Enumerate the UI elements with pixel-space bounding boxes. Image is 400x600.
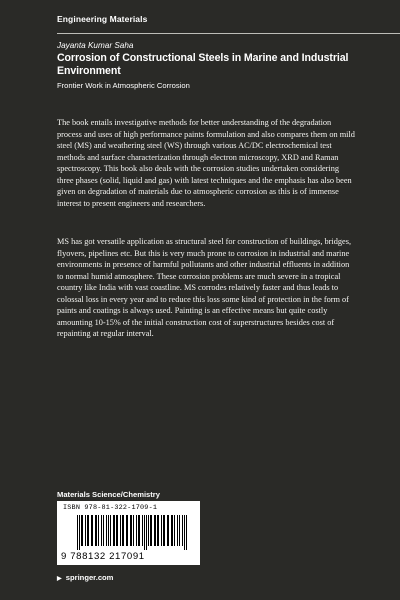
barcode-bar: [184, 515, 185, 550]
barcode-bar: [122, 515, 124, 546]
barcode-bar: [142, 515, 143, 546]
barcode-bar: [77, 515, 78, 550]
publisher-website-label: springer.com: [65, 573, 114, 582]
barcode-bar: [95, 515, 97, 546]
description-paragraph: The book entails investigative methods for better understanding of the degradation process and uses of high performance paints formulation and also compares them on mild steel (MS) and weathering steel (WS) through various AC/DC electrochemical test methods and surface characterization through electron microscopy, XRD and Raman spectroscopy. This book also deals with the corrosion studies undertaken considering three phases (solid, liquid and gas) with latest techniques and the emphasis has also been given on degradation of materials due to atmospheric corrosion as this is of immense interest to present engineers and researchers.: [57, 118, 355, 208]
barcode-image: [77, 515, 187, 550]
barcode-bar: [186, 515, 187, 550]
barcode-bar: [108, 515, 109, 546]
barcode-bar: [182, 515, 183, 546]
barcode-bar: [161, 515, 162, 546]
barcode-bar: [120, 515, 121, 546]
author-name: Jayanta Kumar Saha: [57, 41, 134, 50]
barcode-bar: [171, 515, 173, 546]
barcode-bar: [101, 515, 102, 546]
isbn-label: ISBN 978-81-322-1709-1: [63, 504, 158, 512]
barcode-bar: [177, 515, 178, 546]
barcode-bar: [81, 515, 83, 546]
arrow-right-icon: ▶: [57, 576, 62, 582]
barcode-bar: [106, 515, 107, 546]
barcode-bar: [85, 515, 86, 546]
barcode-bar: [103, 515, 104, 546]
barcode-bar: [157, 515, 159, 546]
barcode-bar: [167, 515, 169, 546]
barcode-bar: [79, 515, 80, 550]
barcode-bar: [138, 515, 140, 546]
barcode-bar: [110, 515, 111, 546]
barcode-bar: [98, 515, 99, 546]
subject-category: Materials Science/Chemistry: [57, 490, 160, 499]
barcode-bar: [133, 515, 134, 546]
barcode-bar: [146, 515, 147, 550]
barcode-bar: [126, 515, 128, 546]
barcode-bar: [179, 515, 180, 546]
barcode-bar: [154, 515, 156, 546]
barcode-bar: [87, 515, 89, 546]
barcode-bar: [113, 515, 115, 546]
divider: [57, 33, 400, 34]
barcode-bar: [148, 515, 149, 546]
barcode-bar: [174, 515, 175, 546]
barcode-box: [57, 501, 200, 565]
barcode-digits: 9 788132 217091: [61, 551, 145, 562]
barcode-bar: [144, 515, 145, 550]
barcode-bar: [116, 515, 118, 546]
barcode-bar: [130, 515, 132, 546]
barcode-bar: [150, 515, 152, 546]
book-title: Corrosion of Constructional Steels in Marine and Industrial Environment: [57, 52, 349, 77]
book-subtitle: Frontier Work in Atmospheric Corrosion: [57, 81, 190, 90]
description-paragraph: MS has got versatile application as structural steel for construction of buildings, bridges, flyovers, pipelines etc. But this is very much prone to corrosion in industrial and marine environments in presence of harmful pollutants and other industrial effluents in addition to normal humid atmosphere. These corrosion problems are much severe in a tropical country like India with vast coastline. MS corrodes relatively faster and thus leads to colossal loss in every year and to reduce this loss some kind of protection in the form of paints and coatings is always used. Painting is an effective means but quite costly amounting 10-15% of the initial construction cost of superstructures besides cost of repainting at regular interval.: [57, 237, 352, 338]
barcode-bar: [136, 515, 137, 546]
series-name: Engineering Materials: [57, 14, 148, 24]
publisher-website[interactable]: [57, 573, 113, 582]
barcode-bar: [163, 515, 165, 546]
barcode-bar: [91, 515, 93, 546]
